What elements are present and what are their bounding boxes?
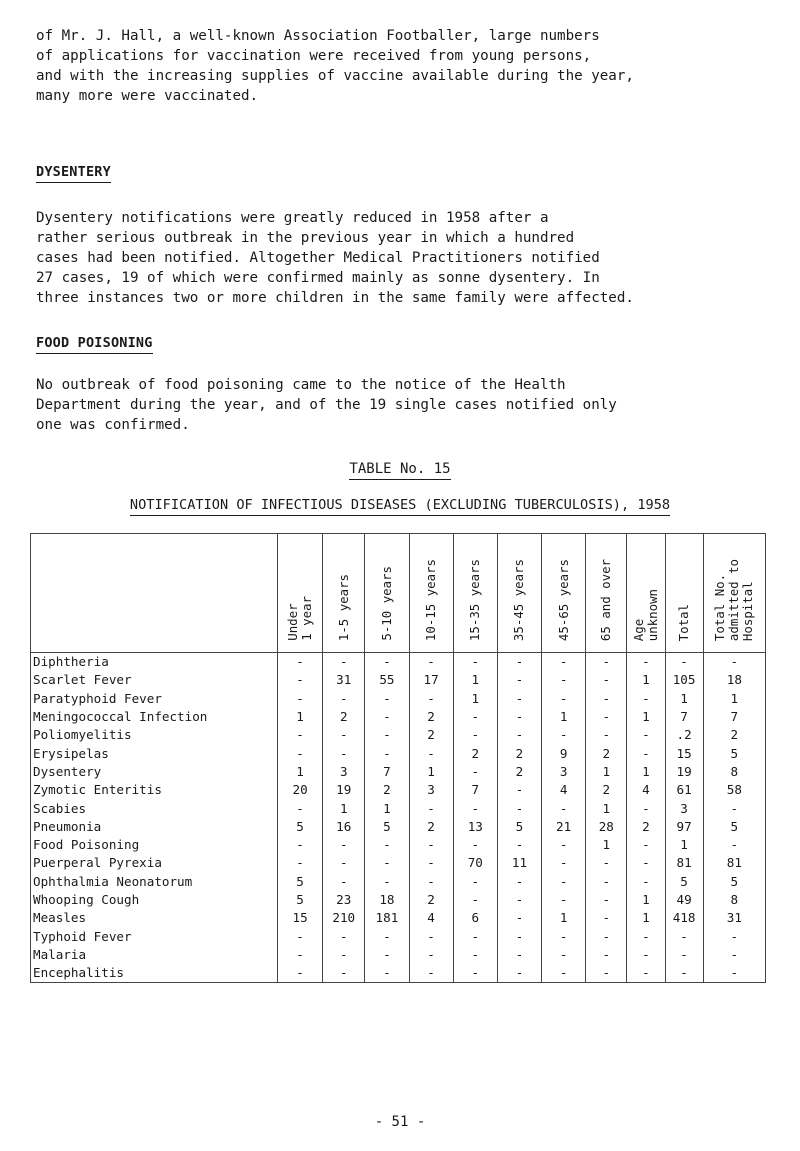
table-cell: - (497, 781, 541, 799)
column-header (323, 534, 365, 653)
table-cell: - (409, 690, 453, 708)
table-label: TABLE No. 15 (0, 461, 800, 477)
column-header (453, 534, 497, 653)
table-cell: - (323, 854, 365, 872)
disease-name: Typhoid Fever (31, 927, 278, 945)
table-cell: - (365, 836, 409, 854)
table-cell: 18 (703, 671, 765, 689)
table-cell: 28 (586, 818, 627, 836)
table-cell: 15 (665, 744, 703, 762)
table-cell: 1 (665, 690, 703, 708)
table-cell: - (665, 653, 703, 672)
column-header (586, 534, 627, 653)
column-header (703, 534, 765, 653)
disease-name: Dysentery (31, 763, 278, 781)
table-cell: - (278, 690, 323, 708)
table-cell: 49 (665, 891, 703, 909)
column-header-label: 35-45 years (511, 558, 527, 641)
table-cell: 20 (278, 781, 323, 799)
table-cell: 1 (627, 763, 665, 781)
table-cell: 1 (453, 690, 497, 708)
table-cell: 3 (542, 763, 586, 781)
table-cell: - (703, 964, 765, 983)
table-cell: - (627, 854, 665, 872)
table-cell: - (409, 854, 453, 872)
table-cell: - (627, 799, 665, 817)
table-cell: - (409, 744, 453, 762)
table-cell: - (497, 891, 541, 909)
table-cell: - (323, 964, 365, 983)
table-cell: - (323, 873, 365, 891)
disease-name: Puerperal Pyrexia (31, 854, 278, 872)
table-cell: 1 (278, 763, 323, 781)
table-cell: 2 (409, 708, 453, 726)
table-cell: - (278, 946, 323, 964)
table-cell: - (586, 854, 627, 872)
table-cell: - (703, 946, 765, 964)
table-cell: - (453, 927, 497, 945)
table-cell: - (278, 799, 323, 817)
table-cell: 5 (703, 744, 765, 762)
table-cell: - (278, 653, 323, 672)
table-cell: 70 (453, 854, 497, 872)
table-cell: - (365, 690, 409, 708)
table-row (31, 726, 766, 744)
table-cell: - (497, 836, 541, 854)
table-cell: - (542, 671, 586, 689)
table-cell: 181 (365, 909, 409, 927)
disease-name: Paratyphoid Fever (31, 690, 278, 708)
table-cell: 31 (323, 671, 365, 689)
table-cell: 3 (665, 799, 703, 817)
table-cell: - (409, 946, 453, 964)
table-cell: 1 (665, 836, 703, 854)
table-row (31, 671, 766, 689)
table-cell: - (278, 836, 323, 854)
table-cell: - (627, 744, 665, 762)
table-cell: 1 (627, 708, 665, 726)
table-cell: 2 (323, 708, 365, 726)
table-cell: - (586, 726, 627, 744)
table-cell: 81 (703, 854, 765, 872)
table-cell: 2 (703, 726, 765, 744)
table-cell: 1 (365, 799, 409, 817)
table-cell: 31 (703, 909, 765, 927)
table-cell: 210 (323, 909, 365, 927)
table-cell: 61 (665, 781, 703, 799)
table-cell: - (323, 744, 365, 762)
disease-name: Malaria (31, 946, 278, 964)
table-cell: 2 (586, 781, 627, 799)
table-cell: - (365, 873, 409, 891)
table-cell: - (453, 799, 497, 817)
table-cell: - (703, 927, 765, 945)
table-cell: - (409, 873, 453, 891)
table-cell: 4 (542, 781, 586, 799)
table-cell: - (497, 927, 541, 945)
table-cell: - (323, 653, 365, 672)
table-cell: - (586, 708, 627, 726)
column-header (627, 534, 665, 653)
table-cell: - (365, 946, 409, 964)
table-cell: - (627, 946, 665, 964)
table-cell: - (323, 946, 365, 964)
column-header (278, 534, 323, 653)
table-cell: 8 (703, 891, 765, 909)
table-cell: 5 (665, 873, 703, 891)
table-cell: - (278, 744, 323, 762)
table-cell: - (323, 927, 365, 945)
column-header (497, 534, 541, 653)
table-title: NOTIFICATION OF INFECTIOUS DISEASES (EXCLUDING TUBERCULOSIS), 1958 (0, 497, 800, 513)
table-cell: - (323, 690, 365, 708)
table-cell: - (278, 927, 323, 945)
column-header-label: 65 and over (598, 558, 614, 641)
table-cell: - (453, 763, 497, 781)
table-cell: 1 (703, 690, 765, 708)
table-cell: 18 (365, 891, 409, 909)
table-cell: - (542, 690, 586, 708)
table-cell: - (365, 708, 409, 726)
table-cell: 9 (542, 744, 586, 762)
table-cell: - (542, 836, 586, 854)
table-cell: 13 (453, 818, 497, 836)
table-cell: - (409, 836, 453, 854)
table-cell: 2 (365, 781, 409, 799)
table-row (31, 744, 766, 762)
column-header-label: Total (676, 603, 692, 641)
table-cell: - (703, 653, 765, 672)
table-cell: - (453, 873, 497, 891)
table-cell: - (586, 690, 627, 708)
table-cell: - (409, 653, 453, 672)
table-cell: 58 (703, 781, 765, 799)
table-cell: 2 (497, 744, 541, 762)
table-cell: 1 (586, 836, 627, 854)
table-cell: 2 (586, 744, 627, 762)
table-cell: - (278, 726, 323, 744)
table-cell: 6 (453, 909, 497, 927)
table-cell: 5 (278, 891, 323, 909)
table-row (31, 927, 766, 945)
table-row (31, 690, 766, 708)
table-cell: - (497, 671, 541, 689)
table-row (31, 818, 766, 836)
table-cell: - (497, 726, 541, 744)
table-cell: 1 (627, 909, 665, 927)
column-header-label: 1-5 years (335, 573, 351, 641)
table-cell: 1 (409, 763, 453, 781)
table-cell: 1 (586, 799, 627, 817)
table-cell: - (365, 726, 409, 744)
table-cell: 1 (278, 708, 323, 726)
table-cell: - (278, 964, 323, 983)
table-cell: 55 (365, 671, 409, 689)
table-row (31, 854, 766, 872)
disease-name: Meningococcal Infection (31, 708, 278, 726)
table-cell: 7 (703, 708, 765, 726)
table-cell: - (409, 927, 453, 945)
table-cell: 1 (542, 708, 586, 726)
disease-name: Pneumonia (31, 818, 278, 836)
table-cell: - (665, 964, 703, 983)
table-cell: 1 (627, 891, 665, 909)
table-cell: - (453, 836, 497, 854)
table-cell: 2 (453, 744, 497, 762)
table-cell: - (365, 653, 409, 672)
table-cell: - (278, 671, 323, 689)
column-header-label: 45-65 years (555, 558, 571, 641)
infectious-diseases-table (30, 533, 766, 983)
table-row (31, 946, 766, 964)
table-row (31, 891, 766, 909)
table-cell: 3 (409, 781, 453, 799)
table-cell: - (627, 964, 665, 983)
disease-name: Food Poisoning (31, 836, 278, 854)
table-cell: - (627, 873, 665, 891)
dysentery-paragraph: Dysentery notifications were greatly reduced in 1958 after a rather serious outbreak in the previous year in which a hundred cases had been notified. Altogether Medical Practitioners notified 27 cases, 19 of which were confirmed mainly as sonne dysentery. In three instances two or more children in the same family were affected. (36, 210, 634, 306)
table-cell: - (497, 964, 541, 983)
table-cell: - (627, 726, 665, 744)
food-poisoning-heading: FOOD POISONING (36, 335, 153, 354)
table-cell: 16 (323, 818, 365, 836)
table-cell: 5 (703, 818, 765, 836)
table-cell: - (409, 799, 453, 817)
column-header (409, 534, 453, 653)
table-cell: 5 (365, 818, 409, 836)
table-cell: 2 (409, 726, 453, 744)
table-cell: - (542, 854, 586, 872)
disease-name: Ophthalmia Neonatorum (31, 873, 278, 891)
column-header-label: 10-15 years (423, 558, 439, 641)
table-cell: - (323, 836, 365, 854)
disease-name: Zymotic Enteritis (31, 781, 278, 799)
disease-name: Measles (31, 909, 278, 927)
disease-name: Diphtheria (31, 653, 278, 672)
table-cell: - (542, 891, 586, 909)
column-header-label: Total No. admitted to Hospital (712, 558, 756, 641)
table-cell: - (453, 708, 497, 726)
table-cell: - (542, 873, 586, 891)
table-cell: 21 (542, 818, 586, 836)
column-header (365, 534, 409, 653)
table-cell: - (453, 653, 497, 672)
table-row (31, 708, 766, 726)
table-cell: 81 (665, 854, 703, 872)
disease-name: Poliomyelitis (31, 726, 278, 744)
table-cell: - (586, 671, 627, 689)
table-row (31, 653, 766, 672)
intro-paragraph: of Mr. J. Hall, a well-known Association Footballer, large numbers of applications for vaccination were received from young persons, and with the increasing supplies of vaccine available during the year, many more were vaccinated. (36, 28, 634, 104)
table-cell: 5 (703, 873, 765, 891)
table-cell: - (409, 964, 453, 983)
table-cell: - (453, 964, 497, 983)
table-cell: - (586, 653, 627, 672)
table-cell: 105 (665, 671, 703, 689)
table-cell: 3 (323, 763, 365, 781)
table-cell: - (497, 873, 541, 891)
table-cell: 23 (323, 891, 365, 909)
table-cell: - (627, 690, 665, 708)
table-cell: - (542, 927, 586, 945)
dysentery-heading: DYSENTERY (36, 164, 111, 183)
table-row (31, 873, 766, 891)
table-cell: 8 (703, 763, 765, 781)
table-cell: - (542, 964, 586, 983)
disease-column-header (31, 534, 278, 653)
table-cell: - (665, 946, 703, 964)
table-cell: 7 (365, 763, 409, 781)
table-cell: - (497, 909, 541, 927)
table-cell: - (453, 726, 497, 744)
table-cell: 2 (497, 763, 541, 781)
table-cell: 5 (278, 818, 323, 836)
table-cell: - (627, 836, 665, 854)
table-cell: 418 (665, 909, 703, 927)
table-cell: - (627, 653, 665, 672)
table-cell: 4 (409, 909, 453, 927)
table-cell: 1 (586, 763, 627, 781)
table-cell: 5 (278, 873, 323, 891)
table-body (31, 653, 766, 983)
table-cell: - (365, 744, 409, 762)
table-cell: - (542, 799, 586, 817)
table-row (31, 836, 766, 854)
table-cell: - (586, 891, 627, 909)
column-header-label: 5-10 years (378, 566, 394, 641)
table-row (31, 964, 766, 983)
column-header (665, 534, 703, 653)
table-cell: - (497, 946, 541, 964)
table-cell: 1 (453, 671, 497, 689)
table-cell: - (497, 653, 541, 672)
table-cell: - (542, 653, 586, 672)
table-cell: 2 (409, 818, 453, 836)
column-header-label: Age unknown (630, 588, 660, 641)
food-poisoning-paragraph: No outbreak of food poisoning came to the notice of the Health Department during the year, and of the 19 single cases notified only one was confirmed. (36, 377, 617, 433)
table-cell: - (542, 946, 586, 964)
table-cell: 5 (497, 818, 541, 836)
table-cell: - (497, 708, 541, 726)
table-cell: - (453, 946, 497, 964)
table-cell: 2 (409, 891, 453, 909)
table-cell: 1 (323, 799, 365, 817)
table-cell: - (365, 854, 409, 872)
table-cell: 1 (542, 909, 586, 927)
table-row (31, 763, 766, 781)
disease-name: Scarlet Fever (31, 671, 278, 689)
table-cell: - (323, 726, 365, 744)
table-cell: 7 (665, 708, 703, 726)
table-cell: - (586, 927, 627, 945)
table-cell: - (627, 927, 665, 945)
disease-name: Whooping Cough (31, 891, 278, 909)
table-cell: - (703, 836, 765, 854)
table-cell: - (497, 799, 541, 817)
disease-name: Encephalitis (31, 964, 278, 983)
table-cell: - (586, 946, 627, 964)
table-cell: - (586, 964, 627, 983)
table-cell: 17 (409, 671, 453, 689)
table-cell: 7 (453, 781, 497, 799)
table-row (31, 799, 766, 817)
table-header-row (31, 534, 766, 653)
table-cell: 4 (627, 781, 665, 799)
table-cell: 15 (278, 909, 323, 927)
table-cell: - (665, 927, 703, 945)
disease-name: Scabies (31, 799, 278, 817)
table-cell: - (542, 726, 586, 744)
table-cell: - (365, 927, 409, 945)
table-cell: 2 (627, 818, 665, 836)
table-cell: .2 (665, 726, 703, 744)
table-cell: 97 (665, 818, 703, 836)
table-cell: 19 (323, 781, 365, 799)
table-cell: - (586, 909, 627, 927)
table-row (31, 781, 766, 799)
column-header (542, 534, 586, 653)
table-cell: - (586, 873, 627, 891)
table-cell: - (365, 964, 409, 983)
table-cell: 19 (665, 763, 703, 781)
column-header-label: 15-35 years (467, 558, 483, 641)
table-cell: - (278, 854, 323, 872)
table-cell: - (453, 891, 497, 909)
table-cell: - (497, 690, 541, 708)
disease-name: Erysipelas (31, 744, 278, 762)
table-row (31, 909, 766, 927)
page-number: - 51 - (374, 1114, 426, 1130)
table-cell: 11 (497, 854, 541, 872)
table-cell: 1 (627, 671, 665, 689)
column-header-label: Under 1 year (285, 596, 315, 641)
table-cell: - (703, 799, 765, 817)
